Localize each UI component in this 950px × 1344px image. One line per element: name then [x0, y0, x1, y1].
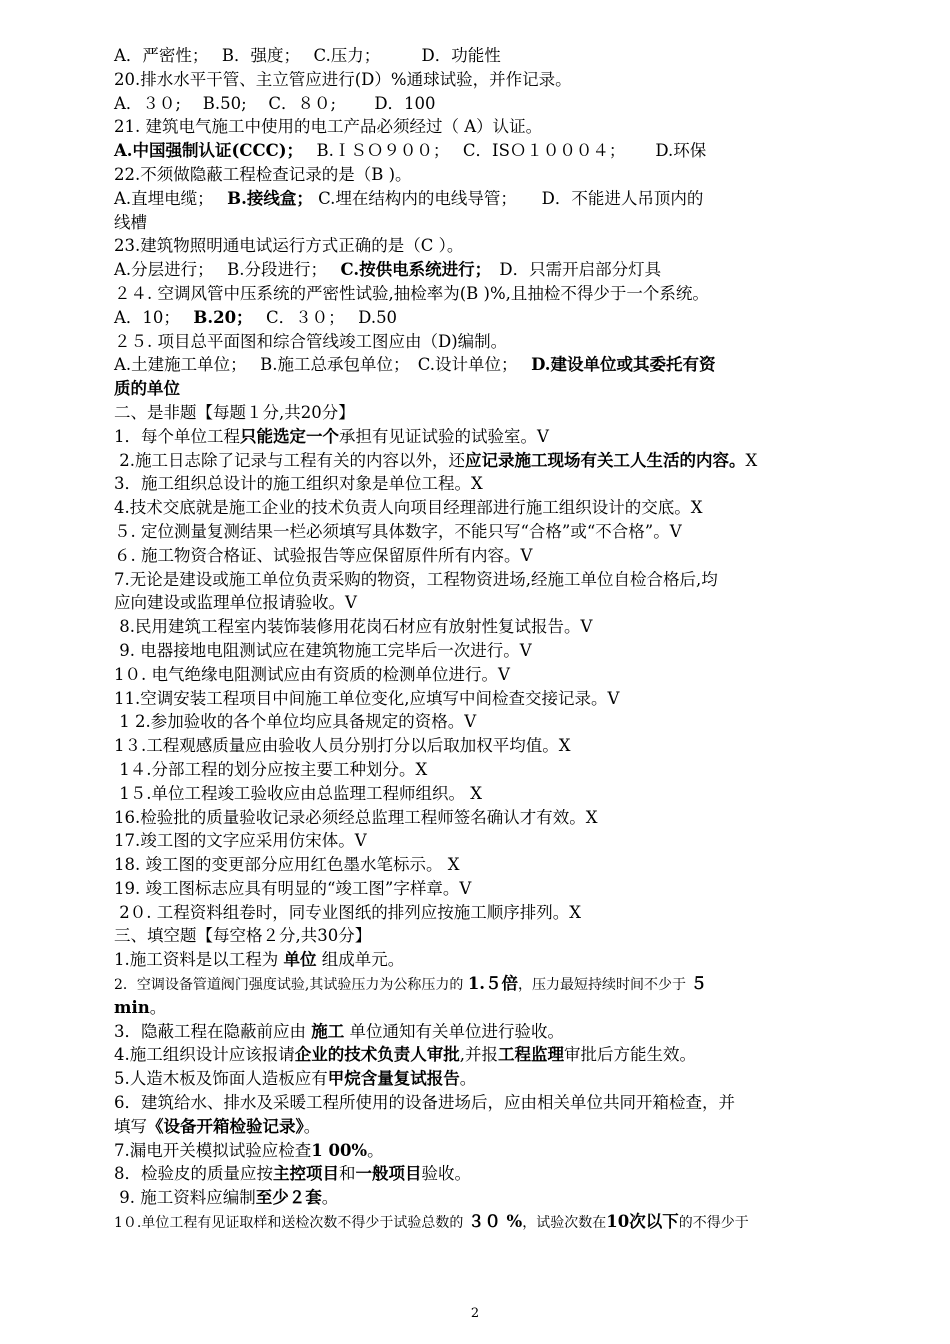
text-line [114, 782, 842, 806]
text-run: 16.检验批的质量验收记录必须经总监理工程师签名确认才有效。X [114, 807, 598, 827]
text-line [114, 1043, 842, 1067]
text-run: X [745, 450, 758, 470]
text-line [114, 758, 842, 782]
text-run: 8.民用建筑工程室内装饰装修用花岗石材应有放射性复试报告。V [114, 617, 593, 637]
text-run: 1 00% [311, 1140, 368, 1160]
text-line [114, 187, 842, 211]
text-run: 22.不须做隐蔽工程检查记录的是（B )。 [114, 164, 412, 184]
text-line [114, 449, 842, 473]
text-line [114, 353, 842, 377]
text-line [114, 306, 842, 330]
text-run: 二、是非题【每题１分,共20分】 [114, 402, 355, 422]
text-run: 应向建设或监理单位报请验收。V [114, 593, 357, 613]
text-run: 21. 建筑电气施工中使用的电工产品必须经过（ A）认证。 [114, 117, 543, 137]
text-run: 5.人造木板及饰面人造板应有 [114, 1069, 328, 1089]
text-run: 1.施工资料是以工程为 [114, 950, 284, 970]
text-run: 3．隐蔽工程在隐蔽前应由 [114, 1021, 312, 1041]
text-run: ，试验次数在 [522, 1215, 607, 1232]
text-run: B.接线盒； [227, 188, 313, 208]
text-run: 8．检验皮的质量应按 [114, 1164, 273, 1184]
text-line [114, 401, 842, 425]
text-run: 单位通知有关单位进行验收。 [344, 1021, 564, 1041]
text-run: C．３０； D.50 [244, 307, 398, 327]
text-line [114, 139, 842, 163]
text-run: 3．施工组织总设计的施工组织对象是单位工程。X [114, 474, 483, 494]
text-line [114, 211, 842, 235]
text-run: 23.建筑物照明通电试运行方式正确的是（C ）。 [114, 236, 464, 256]
text-run: 《设备开箱检验记录》 [147, 1116, 304, 1136]
text-line [114, 330, 842, 354]
text-run: B.ＩＳＯ９００； C．ISＯ１０００４； D.环保 [294, 141, 707, 161]
text-line [114, 591, 842, 615]
text-run: min [114, 997, 150, 1017]
text-run: 单位 [283, 950, 317, 970]
text-run: ３０ % [467, 1212, 523, 1232]
text-run: ,并报 [459, 1045, 498, 1065]
text-run: 9. 施工资料应编制 [114, 1188, 256, 1208]
text-run: 1５.单位工程竣工验收应由总监理工程师组织。 X [114, 783, 482, 803]
text-line [114, 710, 842, 734]
text-run: 10次以下 [606, 1212, 679, 1232]
text-line [114, 258, 842, 282]
document-body [114, 44, 842, 1234]
text-line [114, 615, 842, 639]
text-line [114, 806, 842, 830]
text-line [114, 1186, 842, 1210]
text-run: A．３０; B.50; C．８０; D．100 [114, 93, 436, 113]
text-run: 企业的技术负责人审批 [294, 1045, 460, 1065]
text-run: 1 2.参加验收的各个单位均应具备规定的资格。V [114, 712, 477, 732]
text-run: 。 [149, 997, 167, 1017]
text-run: A.土建施工单位； B.施工总承包单位； C.设计单位； [114, 355, 532, 375]
text-run: 19. 竣工图标志应具有明显的“竣工图”字样章。V [114, 878, 472, 898]
text-line [114, 544, 842, 568]
text-line [114, 282, 842, 306]
text-run: 1４.分部工程的划分应按主要工种划分。X [114, 759, 428, 779]
text-line [114, 377, 842, 401]
text-run: 2.施工日志除了记录与工程有关的内容以外，还 [114, 450, 465, 470]
text-line [114, 44, 842, 68]
text-run: 和 [339, 1164, 356, 1184]
text-run: D．只需开启部分灯具 [482, 260, 662, 280]
text-run: D.建设单位或其委托有资 [531, 355, 716, 375]
text-line [114, 877, 842, 901]
text-run: 三、填空题【每空格２分,共30分】 [114, 926, 372, 946]
text-line [114, 734, 842, 758]
text-run: 施工 [311, 1021, 345, 1041]
text-line [114, 924, 842, 948]
text-run: 4.施工组织设计应该报请 [114, 1045, 295, 1065]
text-line [114, 663, 842, 687]
text-run: 9. 电器接地电阻测试应在建筑物施工完毕后一次进行。V [114, 640, 532, 660]
text-run: 。 [459, 1069, 477, 1089]
text-line [114, 1139, 842, 1163]
text-run: 20.排水水平干管、主立管应进行(D）%通球试验，并作记录。 [114, 69, 572, 89]
text-line [114, 901, 842, 925]
text-line [114, 1115, 842, 1139]
text-line [114, 639, 842, 663]
text-run: 甲烷含量复试报告 [327, 1069, 460, 1089]
text-run: 验收。 [421, 1164, 471, 1184]
text-run: ２４. 空调风管中压系统的严密性试验,抽检率为(B )%,且抽检不得少于一个系统。 [114, 283, 709, 303]
text-run: A．10； [114, 307, 194, 327]
text-run: 主控项目 [273, 1164, 339, 1184]
text-run: 只能选定一个 [240, 426, 339, 446]
text-line [114, 234, 842, 258]
text-line [114, 496, 842, 520]
text-run: 填写 [114, 1116, 147, 1136]
text-run: 7.无论是建设或施工单位负责采购的物资，工程物资进场,经施工单位自检合格后,均 [114, 569, 718, 589]
text-line [114, 568, 842, 592]
text-run: 1３.工程观感质量应由验收人员分别打分以后取加权平均值。X [114, 736, 571, 756]
text-line [114, 68, 842, 92]
text-line [114, 1020, 842, 1044]
text-line [114, 92, 842, 116]
text-run: A.直埋电缆； [114, 188, 228, 208]
text-run: C.埋在结构内的电线导管； D．不能进人吊顶内的 [312, 188, 704, 208]
text-line [114, 425, 842, 449]
text-line [114, 972, 842, 996]
text-line [114, 1091, 842, 1115]
text-run: 1．每个单位工程 [114, 426, 240, 446]
text-run: 线槽 [114, 212, 147, 232]
text-run: 4.技术交底就是施工企业的技术负责人向项目经理部进行施工组织设计的交底。X [114, 498, 703, 518]
text-run: 。 [367, 1140, 384, 1160]
text-run: 审批后方能生效。 [564, 1045, 696, 1065]
text-line [114, 829, 842, 853]
text-line [114, 1067, 842, 1091]
text-line [114, 1162, 842, 1186]
text-run: ６. 施工物资合格证、试验报告等应保留原件所有内容。V [114, 545, 533, 565]
text-run: 1０.单位工程有见证取样和送检次数不得少于试验总数的 [114, 1215, 468, 1232]
text-run: ２５. 项目总平面图和综合管线竣工图应由（D)编制。 [114, 331, 508, 351]
text-run: 11.空调安装工程项目中间施工单位变化,应填写中间检查交接记录。V [114, 688, 620, 708]
text-line [114, 163, 842, 187]
text-line [114, 520, 842, 544]
text-run: A.中国强制认证(CCC)； [114, 141, 295, 161]
text-run: 组成单元。 [316, 950, 405, 970]
text-run: A．严密性； B．强度； C.压力； D．功能性 [114, 46, 501, 65]
text-run: ５ [690, 974, 707, 994]
text-run: 承担有见证试验的试验室。V [339, 426, 549, 446]
text-run: 的不得少于 [678, 1215, 749, 1232]
text-run: 17.竣工图的文字应采用仿宋体。V [114, 831, 367, 851]
text-run: 1０. 电气绝缘电阻测试应由有资质的检测单位进行。V [114, 664, 510, 684]
page-number: 2 [470, 1306, 480, 1321]
text-run: 2０. 工程资料组卷时，同专业图纸的排列应按施工顺序排列。X [114, 902, 581, 922]
text-run: A.分层进行； B.分段进行； [114, 260, 341, 280]
text-run: 6．建筑给水、排水及采暖工程所使用的设备进场后，应由相关单位共同开箱检查，并 [114, 1093, 735, 1113]
text-run: 质的单位 [114, 379, 180, 399]
text-run: 工程监理 [498, 1045, 564, 1065]
text-line [114, 687, 842, 711]
text-line [114, 996, 842, 1020]
text-run: ，压力最短持续时间不少于 [518, 977, 691, 994]
text-run: ５. 定位测量复测结果一栏必须填写具体数字，不能只写“合格”或“不合格”。V [114, 521, 682, 541]
text-line [114, 853, 842, 877]
text-run: 一般项目 [355, 1164, 422, 1184]
text-line [114, 472, 842, 496]
text-run: 2．空调设备管道阀门强度试验,其试验压力为公称压力的 [114, 977, 468, 994]
text-run: 。 [321, 1188, 339, 1208]
text-run: 1.５倍 [467, 974, 519, 994]
text-run: 7.漏电开关模拟试验应检查 [114, 1140, 312, 1160]
text-line [114, 948, 842, 972]
text-line [114, 115, 842, 139]
text-run: 18. 竣工图的变更部分应用红色墨水笔标示。 X [114, 855, 460, 875]
text-run: C.按供电系统进行； [340, 260, 483, 280]
text-run: 至少２套 [255, 1188, 322, 1208]
text-run: 应记录施工现场有关工人生活的内容。 [465, 450, 746, 470]
text-run: 。 [303, 1116, 321, 1136]
text-line [114, 1210, 842, 1234]
text-run: B.20； [193, 307, 245, 327]
